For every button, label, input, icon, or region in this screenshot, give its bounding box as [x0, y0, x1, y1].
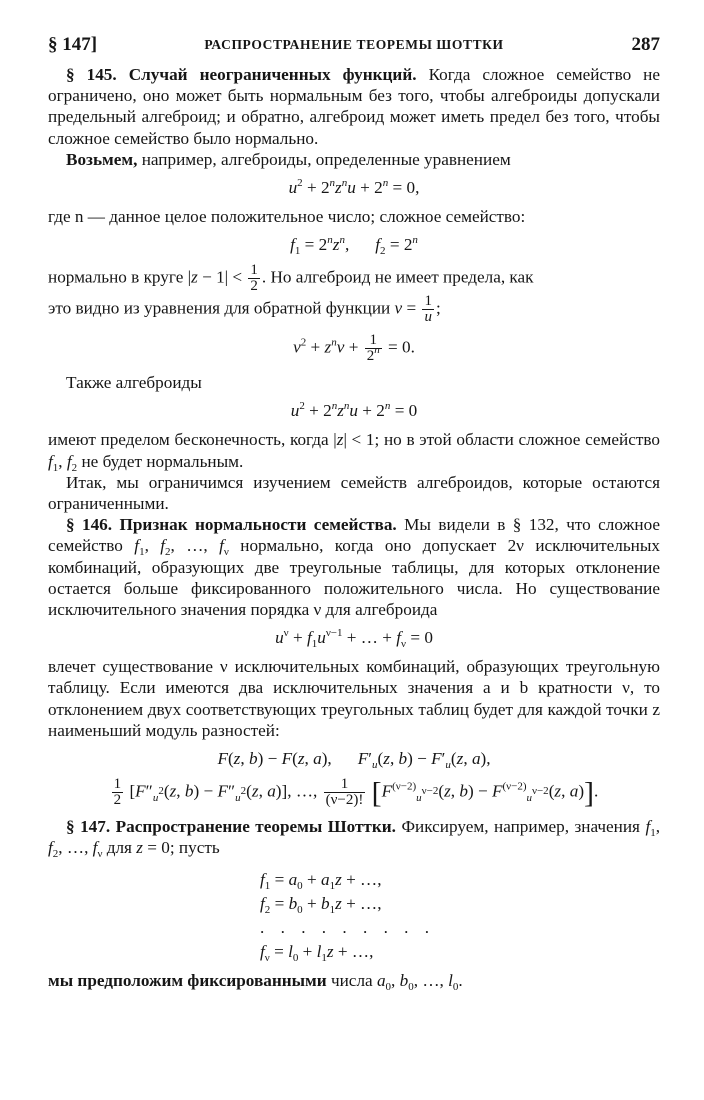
sec147-lead-2: мы предположим фиксированными [48, 971, 327, 991]
equation-algebroid-1: $u^2 + 2^nz^nu + 2^n = 0$, [288, 177, 420, 198]
sec146-paragraph-1: § 146. Признак нормальности семейства. Мы видели в § 132, что сложное семейство $f_1$, $f_2$, …, $f_\nu$ нормально, когда оно допускает 2ν исключительных комбинаций, образующих две треугольные таблицы, для которых отклонение остается больше фиксированного положительного числа. Но существование исключительного значения порядка ν для алгеброида [48, 515, 661, 620]
sec145-text-1: Когда сложное семейство не ограничено, оно может быть нормальным без того, чтобы алгеброиды допускали предельный алгеброид; и обратно, алгеброид может иметь предел без того, чтобы сложное семейство было нормально. [48, 65, 661, 148]
sec146-text-1a: Мы видели в § 132, что сложное семейство [48, 515, 661, 556]
series-row-nu: $f_\nu = l_0 + l_1z$ + …, [260, 942, 374, 965]
sec146-title: Признак нормальности семейства. [119, 515, 397, 535]
equation-family-1: $f_1 = 2^nz^n$, $f_2 = 2^n$ [290, 234, 418, 258]
sec147-title: Распространение теоремы Шоттки. [115, 817, 396, 837]
sec145-title: Случай неограниченных функций. [128, 65, 417, 84]
header-page-number: 287 [631, 34, 660, 55]
header-title: РАСПРОСТРАНЕНИЕ ТЕОРЕМЫ ШОТТКИ [204, 37, 504, 52]
sec145-text-4b: . Но алгеброид не имеет предела, как [261, 267, 534, 287]
sec145-text-2: например, алгеброиды, определенные уравнением [141, 149, 511, 169]
series-row-1: $f_1 = a_0 + a_1z$ + …, [260, 870, 382, 893]
sec145-text-7a: имеют пределом бесконечность, когда [48, 430, 329, 450]
sec146-text-2: влечет существование ν исключительных комбинаций, образующих треугольную таблицу. Если имеются два исключительных значения a и b кратности ν, то отклонением двух соответствующих треугольных таблиц будет для каждой точки z наименьший модуль разностей: [48, 657, 660, 740]
sec147-text-1b: для [106, 838, 132, 858]
series-row-dots: . . . . . . . . . [260, 918, 436, 938]
page [48, 34, 660, 992]
sec145-text-5: это видно из уравнения для обратной функции [48, 298, 391, 318]
sec145-text-4a: нормально в круге [48, 267, 184, 287]
sec147-paragraph-1: § 147. Распространение теоремы Шоттки. Фиксируем, например, значения $f_1$, $f_2$, …, $f_\nu$ для z = 0; пусть [48, 817, 661, 861]
sec147-number: § 147. [66, 817, 111, 837]
fraction-one-half: $\frac{1}{2}$ [250, 262, 258, 295]
equation-differences-2: $\frac{1}{2}$ [$F''_{u^2}(z$, $b) - F''_{u^2}(z$, a)], …, $\frac{1}{(\nu-2)!}$ [$F^{(\nu-2)}_{u^{\nu-2}}(z$, $b) - F^{(\nu-2)}_{u^{\nu-2}}(z$, a)]. [113, 776, 599, 810]
sec146-text-1b: нормально, когда оно допускает 2ν исключительных комбинаций, образующих две треугольные таблицы, для которых отклонение остается больше фиксированного положительного числа. Но существование исключительного значения порядка ν для алгеброида [48, 536, 661, 620]
running-header [48, 34, 660, 64]
sec145-paragraph-1 [48, 64, 660, 149]
sec145-paragraph-5: это видно из уравнения для обратной функции v = $\frac{1}{u}$ ; [48, 293, 441, 326]
sec147-text-2: числа [330, 971, 373, 991]
sec145-text-7c: не будет нормальным. [81, 451, 244, 471]
equation-algebroid-2: $u^2 + 2^nz^nu + 2^n = 0$ [290, 400, 418, 421]
sec147-text-1a: Фиксируем, например, значения [401, 817, 640, 837]
equation-differences-1: F(z, b) − F(z, a), $F'_u(z$, $b) - F'_u(z$, a), [217, 749, 491, 772]
sec145-number: § 145. [66, 65, 117, 84]
equation-inverse: $v^2 + z^nv$ + $\frac{1}{2^n}$ = 0. [293, 332, 415, 365]
sec145-text-8: Итак, мы ограничимся изучением семейств алгеброидов, которые остаются ограниченными. [48, 472, 660, 514]
header-section: § 147] [48, 34, 98, 55]
equation-algebroid-nu: $u^\nu + f_1u^{\nu-1}$ + … + $f_\nu = 0$ [275, 627, 433, 651]
sec145-paragraph-2 [48, 149, 660, 170]
sec145-paragraph-4: нормально в круге |z − 1| < $\frac{1}{2}$ . Но алгеброид не имеет предела, как [48, 262, 534, 295]
fraction-one-over-u: $\frac{1}{u}$ [424, 293, 432, 326]
sec145-paragraph-7: имеют пределом бесконечность, когда |z| < 1; но в этой области сложное семейство $f_1$, $f_2$ не будет нормальным. [48, 430, 660, 474]
sec145-text-7b: ; но в этой области сложное семейство [374, 430, 660, 450]
series-expansions [260, 868, 660, 964]
sec145-text-6: Также алгеброиды [66, 373, 202, 393]
sec145-lead-2: Возьмем, [66, 149, 138, 169]
sec147-text-1c: ; пусть [169, 838, 220, 858]
sec146-number: § 146. [66, 515, 113, 535]
sec147-paragraph-2: мы предположим фиксированными числа $a_0$, $b_0$, …, $l_0$. [48, 971, 463, 994]
series-row-2: $f_2 = b_0 + b_1z$ + …, [260, 894, 382, 917]
sec145-text-3: где n — данное целое положительное число; сложное семейство: [48, 207, 526, 227]
